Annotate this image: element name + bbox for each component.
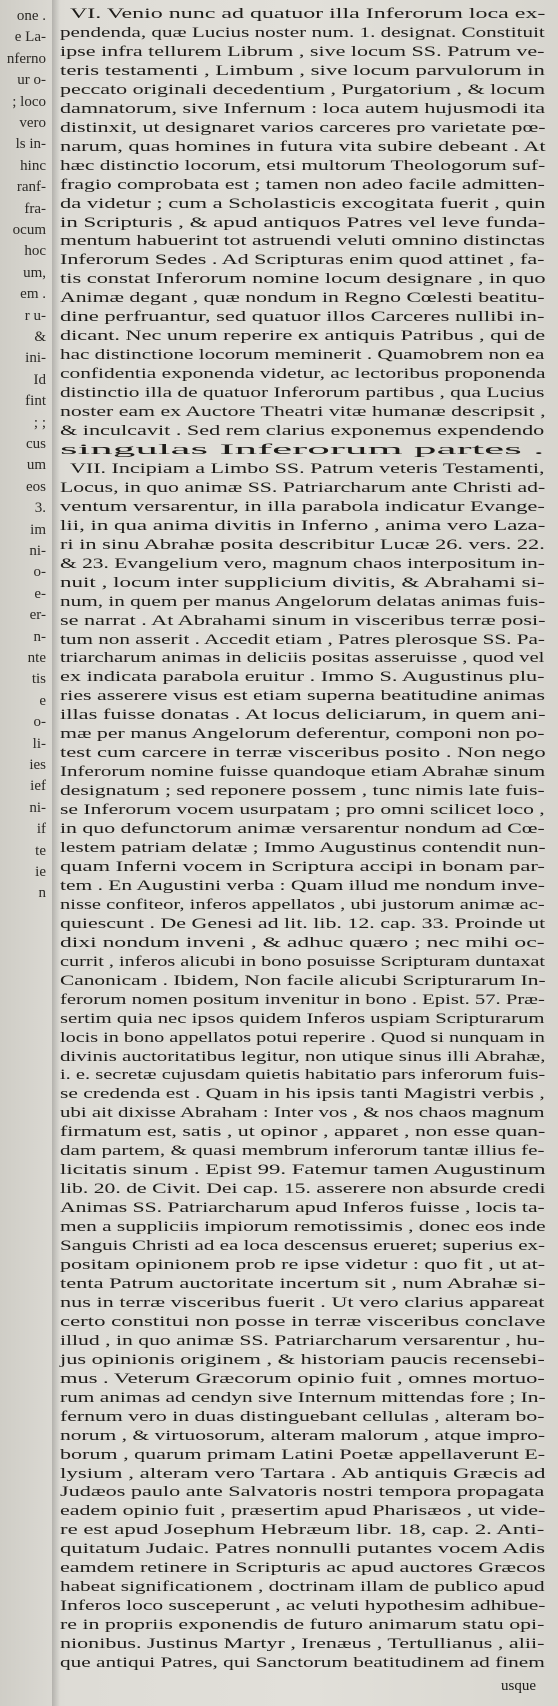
text-line: in quo defunctorum animæ versarentur nondum ad Cœ- bbox=[60, 820, 545, 838]
text-line: sertim quia nec ipsos quidem Inferos uspiam Scripturarum bbox=[60, 1009, 545, 1027]
text-line: positam opinionem prob re ipse videtur : quo fit , ut at- bbox=[60, 1256, 546, 1273]
margin-fragment: nte bbox=[27, 650, 46, 666]
text-line: ri in sinu Abrahæ posita describitur Lucæ 26. vers. 22. bbox=[60, 535, 545, 553]
text-line: nisse confiteor, inferos appellatos , ubi justorum animæ ac- bbox=[60, 895, 545, 913]
text-line: se Inferorum vocem usurpatam ; pro omni scilicet loco , bbox=[60, 801, 545, 819]
margin-fragment: ; loco bbox=[12, 93, 46, 110]
margin-fragment: nferno bbox=[6, 50, 46, 67]
text-line: quitatum Judaic. Patres nonnulli putantes vocem Adis bbox=[60, 1540, 546, 1558]
margin-fragment: ie bbox=[35, 864, 46, 880]
margin-fragment: ls in- bbox=[15, 136, 46, 153]
text-line: lysium , alteram vero Tartara . Ab antiquis Græcis ad bbox=[60, 1464, 546, 1482]
text-line: tum non asserit . Accedit etiam , Patres plerosque SS. Pa- bbox=[60, 630, 545, 648]
margin-fragment: er- bbox=[29, 607, 46, 624]
text-line: mentum habuerint tot astruendi veluti omnino distinctas bbox=[60, 232, 545, 250]
text-line: distinctio illa de quatuor Inferorum partibus , qua Lucius bbox=[60, 384, 545, 402]
text-line: eamdem retinere in Scripturis ac apud auctores Græcos bbox=[60, 1559, 546, 1577]
text-line: men a suppliciis impiorum remotissimis , donec eos inde bbox=[60, 1218, 546, 1236]
gutter-shadow bbox=[52, 0, 60, 1706]
text-line: licitatis sinum . Epist 99. Fatemur tamen Augustinum bbox=[60, 1161, 546, 1179]
text-line: & 23. Evangelium vero, magnum chaos interpositum in- bbox=[60, 554, 545, 572]
text-line: norum , & virtuosorum, alteram malorum , atque impro- bbox=[60, 1426, 546, 1444]
margin-fragment: eos bbox=[26, 478, 46, 495]
text-line: illud , in quo animæ SS. Patriarcharum versarentur , hu- bbox=[60, 1331, 545, 1349]
text-line: illas fuisse donatas . At locus deliciarum, in quem ani- bbox=[60, 706, 546, 724]
text-line: in Scripturis , & apud antiquos Patres vel leve funda- bbox=[60, 213, 546, 231]
text-line: Animæ degant , quæ nondum in Regno Cœlesti beatitu- bbox=[60, 289, 545, 307]
catchword: usque bbox=[501, 1678, 536, 1694]
text-line: & inculcavit . Sed rem clarius exponemus expendendo bbox=[60, 422, 545, 439]
margin-fragment: ief bbox=[30, 778, 46, 795]
text-line: designatum ; sed reponere possem , tunc nimis late fuis- bbox=[60, 782, 545, 800]
text-line: firmatum est, satis , ut opinor , apparet , non esse quan- bbox=[60, 1123, 546, 1141]
margin-fragment: ranf- bbox=[16, 179, 46, 196]
margin-fragment: ur o- bbox=[17, 72, 46, 89]
margin-fragment: o- bbox=[33, 714, 46, 731]
text-line: teris testamenti , Limbum , sive locum parvulorum in bbox=[60, 61, 545, 79]
text-line: nuit , locum inter supplicium divitis, & Abrahami si- bbox=[60, 573, 545, 591]
text-line: pendenda, quæ Lucius noster num. 1. designat. Constituit bbox=[60, 23, 545, 41]
text-line: Judæos paulo ante Salvatoris nostri tempora propagata bbox=[60, 1483, 545, 1501]
margin-fragment: n- bbox=[33, 628, 46, 645]
margin-fragment: um bbox=[26, 457, 46, 474]
text-line: tem . En Augustini verba : Quam illud me nondum inve- bbox=[60, 876, 545, 894]
text-line: VII. Incipiam a Limbo SS. Patrum veteris Testamenti, bbox=[70, 459, 545, 477]
text-line: lestem patriam delatæ ; Immo Augustinus contendit nun- bbox=[60, 839, 546, 856]
margin-fragment: ini- bbox=[25, 350, 46, 367]
text-line: lii, in qua anima divitis in Inferno , anima vero Laza- bbox=[60, 516, 546, 534]
text-line: ries asserere visus est etiam superna beatitudine animas bbox=[60, 687, 545, 705]
margin-fragment: Id bbox=[33, 371, 46, 388]
text-line: confidentia exponenda videtur, ac lectoribus proponenda bbox=[60, 365, 546, 383]
text-line: ferorum nomen positum invenitur in bono . Epist. 57. Præ- bbox=[60, 990, 545, 1008]
margin-fragment: cus bbox=[26, 436, 46, 452]
margin-fragment: ni- bbox=[29, 543, 46, 559]
margin-fragment: fint bbox=[25, 393, 46, 410]
margin-fragment: um, bbox=[23, 264, 46, 281]
text-line: Inferorum nomine fuisse quandoque etiam Abrahæ sinum bbox=[60, 763, 546, 781]
text-line: ipse infra tellurem Librum , sive locum SS. Patrum ve- bbox=[60, 42, 545, 60]
text-line: Inferos loco susceperunt , ac veluti hypothesim adhibue- bbox=[60, 1597, 546, 1615]
text-line: hac distinctione locorum meminerit . Quamobrem non ea bbox=[60, 346, 545, 364]
text-line: habeat significationem , doctrinam illam de publico apud bbox=[60, 1578, 545, 1596]
margin-fragment: r u- bbox=[24, 307, 46, 324]
text-line: quam Inferni vocem in Scriptura accipi in bonam par- bbox=[60, 857, 545, 875]
text-line: num, in quem per manus Angelorum delatas animas fuis- bbox=[60, 592, 546, 610]
text-line: narum, quas homines in futura vita subire debeant . At bbox=[60, 137, 546, 155]
margin-fragment: e La- bbox=[14, 29, 46, 46]
text-line: dicant. Nec unum reperire ex antiquis Patribus , qui de bbox=[60, 327, 546, 345]
text-line: noster eam ex Auctore Theatri vitæ humanæ descripsit , bbox=[60, 403, 546, 421]
facing-page-margin bbox=[0, 0, 50, 1706]
text-line: divinis auctoritatibus legitur, non utique sinus illi Abrahæ, bbox=[60, 1047, 546, 1065]
margin-fragment: o- bbox=[33, 564, 46, 581]
text-line: damnatorum, sive Infernum : loca autem hujusmodi ita bbox=[60, 99, 546, 117]
text-line: Animas SS. Patriarcharum apud Inferos fuisse , locis ta- bbox=[60, 1199, 545, 1217]
margin-fragment: vero bbox=[19, 115, 46, 131]
text-line: tenta Patrum auctoritate incertum sit , num Abrahæ si- bbox=[60, 1274, 546, 1292]
margin-fragment: ni- bbox=[29, 799, 46, 816]
text-line: ubi ait dixisse Abraham : Inter vos , & nos chaos magnum bbox=[60, 1104, 545, 1122]
text-line: quiescunt . De Genesi ad lit. lib. 12. cap. 33. Proinde ut bbox=[60, 914, 546, 932]
text-line: currit , inferos alicubi in bono posuisse Scripturam duntaxat bbox=[60, 952, 546, 970]
text-line: Inferorum Sedes . Ad Scripturas enim quod attinet , fa- bbox=[60, 251, 545, 269]
text-line: VI. Venio nunc ad quatuor illa Inferorum loca ex- bbox=[70, 5, 546, 22]
text-line: Sanguis Christi ad ea loca descensus erueret; superius ex- bbox=[60, 1237, 546, 1255]
text-line: que antiqui Patres, qui Sanctorum beatitudinem ad finem bbox=[60, 1654, 545, 1672]
margin-fragment: hinc bbox=[20, 157, 46, 174]
margin-fragment: if bbox=[36, 821, 46, 838]
text-line: se credenda est . Quam in his ipsis tanti Magistri verbis , bbox=[60, 1085, 545, 1103]
text-line: mus . Veterum Græcorum opinio fuit , omnes mortuo- bbox=[60, 1369, 545, 1387]
text-line: Locus, in quo animæ SS. Patriarcharum ante Christi ad- bbox=[60, 478, 546, 496]
text-line: dine perfruantur, sed quatuor illos Carceres nullibi in- bbox=[60, 308, 545, 326]
text-line: singulas Inferorum partes . bbox=[60, 440, 545, 458]
text-line: triarcharum animas in deliciis positas asseruisse , quod vel bbox=[60, 649, 545, 667]
text-line: borum , quarum primam Latini Poetæ appellaverunt E- bbox=[60, 1445, 546, 1463]
margin-fragment: 3. bbox=[34, 500, 46, 517]
text-line: jus opinionis originem , & historiam paucis recensebi- bbox=[60, 1350, 545, 1368]
text-line: rum animas ad cendyn sive Internum mittendas fore ; In- bbox=[60, 1388, 546, 1406]
margin-fragment: hoc bbox=[24, 243, 46, 260]
margin-fragment: e- bbox=[34, 585, 46, 602]
text-line: nus in terræ visceribus fuerit . Ut vero clarius appareat bbox=[60, 1293, 545, 1311]
text-line: locis in bono appellatos potui reperire . Quod si nunquam in bbox=[60, 1028, 545, 1046]
margin-fragment: li- bbox=[32, 735, 46, 752]
text-line: test cum carcere in terræ visceribus posito . Non nego bbox=[60, 744, 546, 762]
margin-fragment: em . bbox=[20, 286, 46, 303]
text-line: fragio comprobata est ; tamen non adeo facile admitten- bbox=[60, 175, 545, 193]
text-line: mæ per manus Angelorum deferentur, componi non po- bbox=[60, 725, 545, 743]
text-line: fernum vero in duas distinguebant cellulas , alteram bo- bbox=[60, 1407, 545, 1425]
margin-fragment: n bbox=[38, 885, 46, 902]
margin-fragment: ies bbox=[29, 757, 46, 773]
text-line: hæc distinctio locorum, etsi multorum Theologorum suf- bbox=[60, 156, 546, 174]
margin-fragment: & bbox=[34, 329, 46, 345]
text-line: nionibus. Justinus Martyr , Irenæus , Tertullianus , alii- bbox=[60, 1635, 545, 1653]
text-line: certo constitui non posse in terræ visceribus conclave bbox=[60, 1312, 546, 1330]
text-line: tis constat Inferorum nomine locum designare , in quo bbox=[60, 270, 546, 288]
margin-fragment: e bbox=[39, 692, 46, 709]
text-line: lib. 20. de Civit. Dei cap. 15. asserere non absurde credi bbox=[60, 1180, 546, 1198]
text-line: ex indicata parabola eruitur . Immo S. Augustinus plu- bbox=[60, 668, 545, 686]
text-line: Canonicam . Ibidem, Non facile alicubi Scripturarum In- bbox=[60, 971, 546, 989]
text-line: dixi nondum inveni , & adhuc quæro ; nec mihi oc- bbox=[60, 933, 545, 951]
text-line: da videtur ; cum a Scholasticis excogitata fuerit , quin bbox=[60, 194, 546, 212]
text-line: re in propriis exponendis de futuro animarum statu opi- bbox=[60, 1616, 545, 1634]
margin-fragment: te bbox=[35, 842, 46, 859]
margin-fragment: one . bbox=[16, 8, 46, 24]
text-line: distinxit, ut designaret varios carceres pro varietate pœ- bbox=[60, 118, 546, 136]
margin-fragment: fra- bbox=[24, 200, 46, 217]
margin-fragment: tis bbox=[31, 671, 46, 688]
text-line: i. e. secretæ cujusdam quietis habitatio pars inferorum fuis- bbox=[60, 1066, 546, 1084]
text-line: peccato originali decedentium , Purgatorium , & locum bbox=[60, 80, 546, 98]
text-line: se narrat . At Abrahami sinum in visceribus terræ posi- bbox=[60, 611, 546, 629]
margin-fragment: im bbox=[30, 521, 46, 538]
text-line: ventum versarentur, in illa parabola indicatur Evange- bbox=[60, 497, 545, 515]
text-line: re est apud Josephum Hebræum libr. 18, cap. 2. Anti- bbox=[60, 1521, 545, 1539]
text-line: dam partem, & quasi membrum inferorum tantæ illius fe- bbox=[60, 1142, 545, 1160]
margin-fragment: ocum bbox=[12, 222, 46, 238]
text-column bbox=[60, 0, 550, 1706]
text-line: eadem opinio fuit , præsertim apud Pharisæos , ut vide- bbox=[60, 1502, 546, 1520]
margin-fragment: ; ; bbox=[33, 414, 46, 431]
